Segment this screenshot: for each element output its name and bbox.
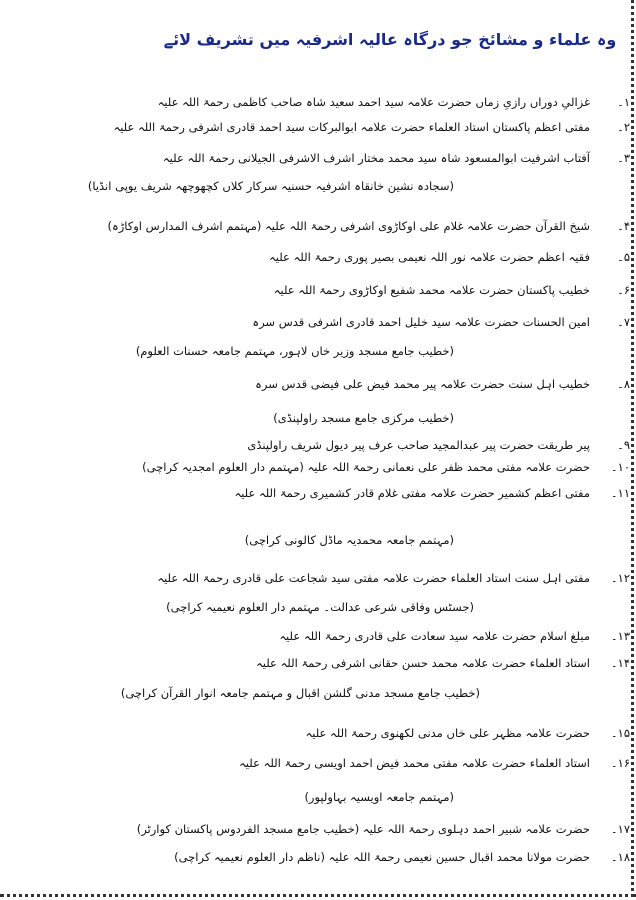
item-number: ۹۔ <box>617 438 630 452</box>
item-number: ۱۔ <box>617 95 630 109</box>
item-subtext: (سجادہ نشین خانقاہ اشرفیہ حسنیہ سرکار کلاں کچھوچھہ شریف یوپی انڈیا) <box>87 179 454 193</box>
item-text: شیخ القرآن حضرت علامہ غلام علی اوکاڑوی اشرفی رحمۃ اللہ علیہ (مہتمم اشرف المدارس اوکاڑہ) <box>107 219 590 233</box>
item-number: ۱۲۔ <box>610 571 630 585</box>
item-subtext: (خطیب جامع مسجد مدنی گلشن اقبال و مہتمم جامعہ انوار القرآن کراچی) <box>120 686 480 700</box>
item-number: ۳۔ <box>617 151 630 165</box>
item-number: ۱۰۔ <box>610 460 630 474</box>
item-subtext: (خطیب جامع مسجد وزیر خاں لاہور، مہتمم جامعہ حسنات العلوم) <box>135 344 454 358</box>
item-number: ۱۳۔ <box>610 629 630 643</box>
item-text: آفتاب اشرفیت ابوالمسعود شاہ سید محمد مختار اشرف الاشرفی الجیلانی رحمۃ اللہ علیہ <box>162 151 590 165</box>
item-text: استاد العلماء حضرت علامہ مفتی محمد فیض احمد اویسی رحمۃ اللہ علیہ <box>239 756 590 770</box>
item-number: ۸۔ <box>617 377 630 391</box>
item-text: حضرت علامہ مفتی محمد ظفر علی نعمانی رحمۃ اللہ علیہ (مہتمم دار العلوم امجدیہ کراچی) <box>142 460 590 474</box>
item-number: ۱۸۔ <box>610 850 630 864</box>
item-subtext: (خطیب مرکزی جامع مسجد راولپنڈی) <box>273 411 454 425</box>
item-number: ۱۶۔ <box>610 756 630 770</box>
item-text: حضرت مولانا محمد اقبال حسین نعیمی رحمۃ اللہ علیہ (ناظم دار العلوم نعیمیہ کراچی) <box>174 850 590 864</box>
item-text: فقیہ اعظم حضرت علامہ نور اللہ نعیمی بصیر پوری رحمۃ اللہ علیہ <box>268 250 590 264</box>
item-number: ۶۔ <box>617 283 630 297</box>
item-number: ۱۷۔ <box>610 822 630 836</box>
item-subtext: (مہتمم جامعہ محمدیہ ماڈل کالونی کراچی) <box>244 533 454 547</box>
item-text: مفتی اہل سنت استاد العلماء حضرت علامہ مفتی سید شجاعت علی قادری رحمۃ اللہ علیہ <box>157 571 590 585</box>
page-border-bottom <box>0 894 636 897</box>
item-text: امین الحسنات حضرت علامہ سید خلیل احمد قادری اشرفی قدس سرہ <box>252 315 590 329</box>
item-number: ۲۔ <box>617 120 630 134</box>
item-text: غزالیِ دوراں رازیِ زماں حضرت علامہ سید احمد سعید شاہ صاحب کاظمی رحمۃ اللہ علیہ <box>157 95 590 109</box>
item-text: مبلغ اسلام حضرت علامہ سید سعادت علی قادری رحمۃ اللہ علیہ <box>279 629 590 643</box>
page-border-right <box>631 0 634 897</box>
item-number: ۷۔ <box>617 315 630 329</box>
page-title: وہ علماء و مشائخ جو درگاہ عالیہ اشرفیہ میں تشریف لائے <box>163 30 617 49</box>
item-number: ۵۔ <box>617 250 630 264</box>
item-text: مفتی اعظم پاکستان استاد العلماء حضرت علامہ ابوالبرکات سید احمد قادری اشرفی رحمۃ اللہ علیہ <box>113 120 590 134</box>
item-text: حضرت علامہ مظہر علی خاں مدنی لکھنوی رحمۃ اللہ علیہ <box>305 726 590 740</box>
item-text: خطیب اہل سنت حضرت علامہ پیر محمد فیض علی فیضی قدس سرہ <box>255 377 590 391</box>
item-number: ۱۴۔ <box>610 656 630 670</box>
item-text: مفتی اعظم کشمیر حضرت علامہ مفتی غلام قادر کشمیری رحمۃ اللہ علیہ <box>234 486 590 500</box>
item-text: حضرت علامہ شبیر احمد دہلوی رحمۃ اللہ علیہ (خطیب جامع مسجد الفردوس پاکستان کوارٹر) <box>136 822 590 836</box>
item-subtext: (مہتمم جامعہ اویسیہ بہاولپور) <box>304 790 454 804</box>
item-text: پیر طریقت حضرت پیر عبدالمجید صاحب عرف پیر دیول شریف راولپنڈی <box>247 438 590 452</box>
item-text: خطیب پاکستان حضرت علامہ محمد شفیع اوکاڑوی رحمۃ اللہ علیہ <box>273 283 590 297</box>
item-number: ۱۱۔ <box>610 486 630 500</box>
item-subtext: (جسٹس وفاقی شرعی عدالت۔ مہتمم دار العلوم نعیمیہ کراچی) <box>166 600 474 614</box>
item-number: ۱۵۔ <box>610 726 630 740</box>
item-number: ۴۔ <box>617 219 630 233</box>
item-text: استاد العلماء حضرت علامہ محمد حسن حقانی اشرفی رحمۃ اللہ علیہ <box>255 656 590 670</box>
